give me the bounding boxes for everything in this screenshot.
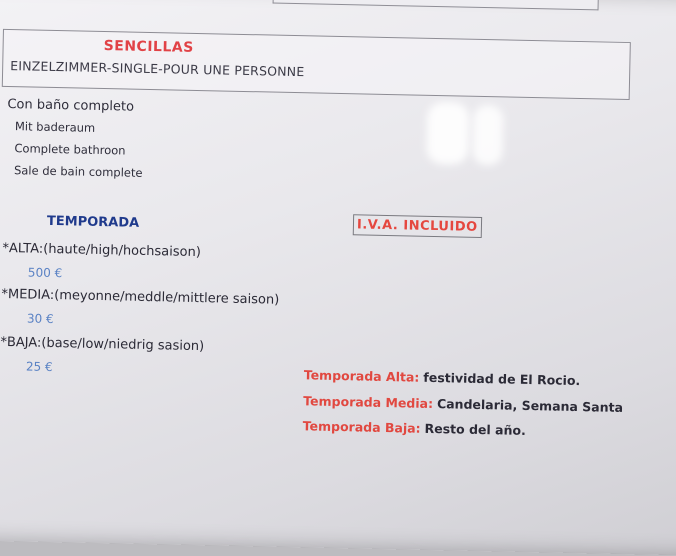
season-label: *ALTA:(haute/high/hochsaison) xyxy=(2,240,202,261)
bath-line: Mit baderaum xyxy=(14,119,96,135)
season-note-label: Temporada Baja: xyxy=(302,418,421,436)
room-type-subtitle: EINZELZIMMER-SINGLE-POUR UNE PERSONNE xyxy=(10,58,305,80)
season-price: 25 € xyxy=(25,359,53,375)
season-heading: TEMPORADA xyxy=(46,213,140,231)
bath-line: Con baño completo xyxy=(7,97,135,115)
season-label: *BAJA:(base/low/niedrig sasion) xyxy=(0,334,205,355)
season-note xyxy=(304,367,581,388)
vat-included-badge: I.V.A. INCLUIDO xyxy=(353,214,482,238)
season-price: 500 € xyxy=(27,265,63,281)
season-note-text: Candelaria, Semana Santa xyxy=(436,396,624,415)
bath-line: Sale de bain complete xyxy=(13,163,143,180)
bath-line: Complete bathroon xyxy=(14,141,126,158)
season-note-label: Temporada Media: xyxy=(303,393,434,411)
top-partial-box xyxy=(273,0,599,10)
season-label: *MEDIA:(meyonne/meddle/mittlere saison) xyxy=(1,286,280,308)
room-type-header xyxy=(2,29,631,100)
season-price: 30 € xyxy=(26,311,54,327)
season-note-text: festividad de El Rocio. xyxy=(423,369,581,389)
light-glare xyxy=(472,105,503,166)
season-note-label: Temporada Alta: xyxy=(303,367,420,385)
room-type-title: SENCILLAS xyxy=(103,38,194,56)
light-glare xyxy=(426,102,469,165)
season-note xyxy=(303,393,623,415)
season-note xyxy=(303,418,526,438)
season-note-text: Resto del año. xyxy=(424,420,526,438)
